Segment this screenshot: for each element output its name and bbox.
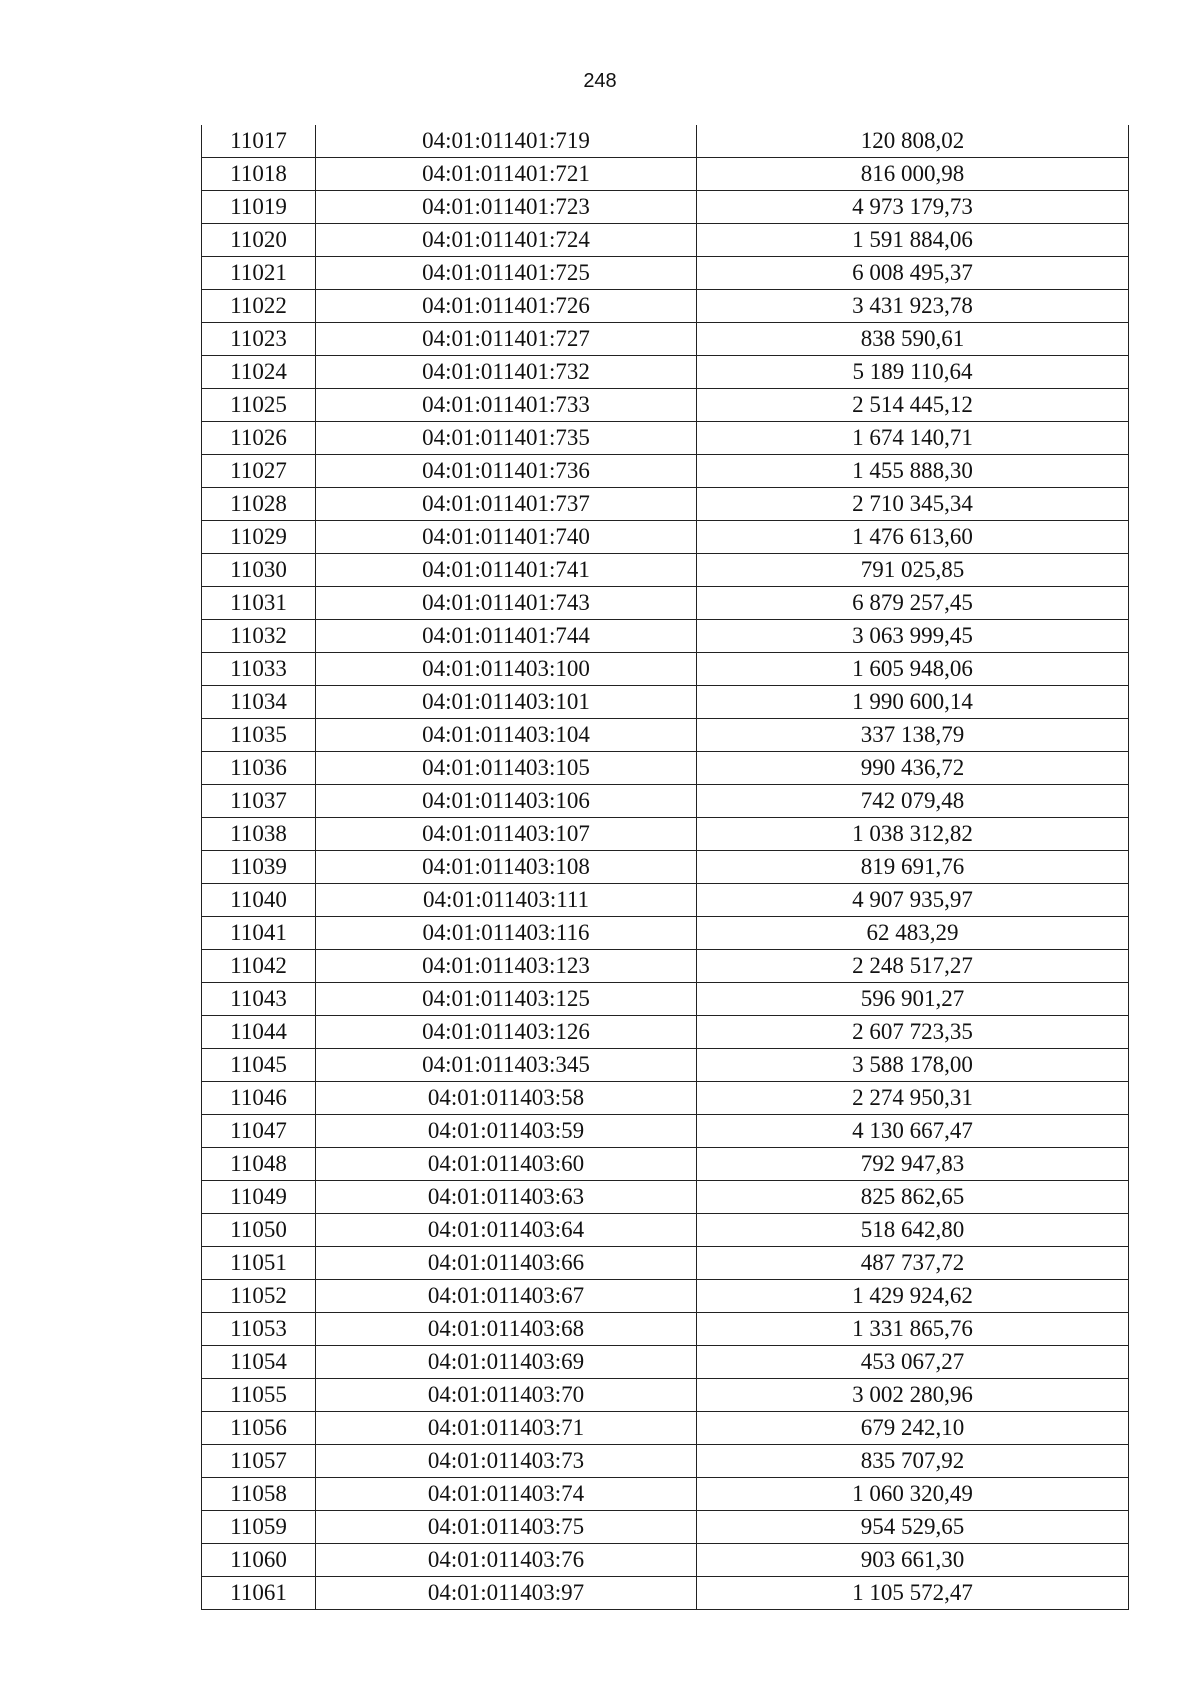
- row-number-cell: 11030: [202, 554, 316, 587]
- cadastral-value-cell: 825 862,65: [697, 1181, 1129, 1214]
- cadastral-value-cell: 819 691,76: [697, 851, 1129, 884]
- cadastral-number-cell: 04:01:011403:66: [316, 1247, 697, 1280]
- cadastral-value-cell: 3 588 178,00: [697, 1049, 1129, 1082]
- table-row: [202, 1379, 1129, 1412]
- row-number-cell: 11040: [202, 884, 316, 917]
- cadastral-number-cell: 04:01:011403:76: [316, 1544, 697, 1577]
- cadastral-value-cell: 838 590,61: [697, 323, 1129, 356]
- row-number-cell: 11036: [202, 752, 316, 785]
- page-number: 248: [583, 70, 617, 92]
- row-number-cell: 11020: [202, 224, 316, 257]
- cadastral-number-cell: 04:01:011403:75: [316, 1511, 697, 1544]
- row-number-cell: 11031: [202, 587, 316, 620]
- cadastral-number-cell: 04:01:011403:116: [316, 917, 697, 950]
- table-row: [202, 1412, 1129, 1445]
- table-row: [202, 1016, 1129, 1049]
- row-number-cell: 11055: [202, 1379, 316, 1412]
- cadastral-value-cell: 1 038 312,82: [697, 818, 1129, 851]
- cadastral-value-cell: 6 008 495,37: [697, 257, 1129, 290]
- table-row: [202, 1049, 1129, 1082]
- cadastral-value-cell: 679 242,10: [697, 1412, 1129, 1445]
- table-row: [202, 158, 1129, 191]
- row-number-cell: 11059: [202, 1511, 316, 1544]
- cadastral-value-cell: 2 607 723,35: [697, 1016, 1129, 1049]
- cadastral-value-cell: 1 455 888,30: [697, 455, 1129, 488]
- table-row: [202, 1280, 1129, 1313]
- cadastral-value-cell: 2 274 950,31: [697, 1082, 1129, 1115]
- row-number-cell: 11054: [202, 1346, 316, 1379]
- cadastral-value-cell: 1 674 140,71: [697, 422, 1129, 455]
- cadastral-value-cell: 596 901,27: [697, 983, 1129, 1016]
- cadastral-value-cell: 1 605 948,06: [697, 653, 1129, 686]
- cadastral-number-cell: 04:01:011401:725: [316, 257, 697, 290]
- cadastral-value-cell: 62 483,29: [697, 917, 1129, 950]
- cadastral-number-cell: 04:01:011401:740: [316, 521, 697, 554]
- cadastral-number-cell: 04:01:011401:727: [316, 323, 697, 356]
- cadastral-value-cell: 4 973 179,73: [697, 191, 1129, 224]
- table-row: [202, 1115, 1129, 1148]
- cadastral-number-cell: 04:01:011401:726: [316, 290, 697, 323]
- cadastral-number-cell: 04:01:011403:101: [316, 686, 697, 719]
- table-row: [202, 620, 1129, 653]
- cadastral-number-cell: 04:01:011401:724: [316, 224, 697, 257]
- cadastral-value-cell: 6 879 257,45: [697, 587, 1129, 620]
- row-number-cell: 11018: [202, 158, 316, 191]
- row-number-cell: 11053: [202, 1313, 316, 1346]
- table-row: [202, 950, 1129, 983]
- row-number-cell: 11060: [202, 1544, 316, 1577]
- row-number-cell: 11027: [202, 455, 316, 488]
- cadastral-number-cell: 04:01:011401:736: [316, 455, 697, 488]
- row-number-cell: 11042: [202, 950, 316, 983]
- table-row: [202, 290, 1129, 323]
- cadastral-number-cell: 04:01:011403:73: [316, 1445, 697, 1478]
- table-row: [202, 455, 1129, 488]
- table-row: [202, 389, 1129, 422]
- table-row: [202, 191, 1129, 224]
- cadastral-value-cell: 1 331 865,76: [697, 1313, 1129, 1346]
- cadastral-value-cell: 4 907 935,97: [697, 884, 1129, 917]
- cadastral-number-cell: 04:01:011401:721: [316, 158, 697, 191]
- cadastral-value-cell: 1 060 320,49: [697, 1478, 1129, 1511]
- cadastral-number-cell: 04:01:011401:744: [316, 620, 697, 653]
- row-number-cell: 11026: [202, 422, 316, 455]
- cadastral-value-cell: 792 947,83: [697, 1148, 1129, 1181]
- row-number-cell: 11038: [202, 818, 316, 851]
- row-number-cell: 11045: [202, 1049, 316, 1082]
- cadastral-number-cell: 04:01:011403:68: [316, 1313, 697, 1346]
- row-number-cell: 11025: [202, 389, 316, 422]
- table-row: [202, 1082, 1129, 1115]
- row-number-cell: 11039: [202, 851, 316, 884]
- row-number-cell: 11017: [202, 125, 316, 158]
- table-row: [202, 752, 1129, 785]
- table-row: [202, 1577, 1129, 1610]
- table-row: [202, 917, 1129, 950]
- table-row: [202, 587, 1129, 620]
- row-number-cell: 11058: [202, 1478, 316, 1511]
- table-row: [202, 851, 1129, 884]
- cadastral-value-cell: 5 189 110,64: [697, 356, 1129, 389]
- table-row: [202, 257, 1129, 290]
- cadastral-number-cell: 04:01:011403:108: [316, 851, 697, 884]
- cadastral-value-cell: 3 431 923,78: [697, 290, 1129, 323]
- cadastral-number-cell: 04:01:011403:74: [316, 1478, 697, 1511]
- cadastral-number-cell: 04:01:011403:104: [316, 719, 697, 752]
- cadastral-number-cell: 04:01:011401:735: [316, 422, 697, 455]
- row-number-cell: 11052: [202, 1280, 316, 1313]
- row-number-cell: 11019: [202, 191, 316, 224]
- table-row: [202, 323, 1129, 356]
- cadastral-number-cell: 04:01:011403:100: [316, 653, 697, 686]
- cadastral-value-cell: 518 642,80: [697, 1214, 1129, 1247]
- table-row: [202, 1247, 1129, 1280]
- cadastral-number-cell: 04:01:011403:59: [316, 1115, 697, 1148]
- row-number-cell: 11032: [202, 620, 316, 653]
- table-row: [202, 983, 1129, 1016]
- cadastral-number-cell: 04:01:011403:69: [316, 1346, 697, 1379]
- cadastral-number-cell: 04:01:011401:743: [316, 587, 697, 620]
- cadastral-value-cell: 120 808,02: [697, 125, 1129, 158]
- row-number-cell: 11061: [202, 1577, 316, 1610]
- row-number-cell: 11057: [202, 1445, 316, 1478]
- cadastral-value-cell: 816 000,98: [697, 158, 1129, 191]
- row-number-cell: 11023: [202, 323, 316, 356]
- table-row: [202, 356, 1129, 389]
- cadastral-value-cell: 1 591 884,06: [697, 224, 1129, 257]
- cadastral-number-cell: 04:01:011403:97: [316, 1577, 697, 1610]
- row-number-cell: 11028: [202, 488, 316, 521]
- cadastral-number-cell: 04:01:011401:733: [316, 389, 697, 422]
- table-row: [202, 1313, 1129, 1346]
- row-number-cell: 11024: [202, 356, 316, 389]
- table-row: [202, 554, 1129, 587]
- table-row: [202, 1511, 1129, 1544]
- cadastral-value-cell: 337 138,79: [697, 719, 1129, 752]
- cadastral-number-cell: 04:01:011401:737: [316, 488, 697, 521]
- table-row: [202, 1346, 1129, 1379]
- table-row: [202, 818, 1129, 851]
- cadastral-value-cell: 903 661,30: [697, 1544, 1129, 1577]
- cadastral-value-cell: 2 514 445,12: [697, 389, 1129, 422]
- cadastral-number-cell: 04:01:011403:106: [316, 785, 697, 818]
- cadastral-number-cell: 04:01:011401:719: [316, 125, 697, 158]
- cadastral-number-cell: 04:01:011403:63: [316, 1181, 697, 1214]
- cadastral-value-cell: 487 737,72: [697, 1247, 1129, 1280]
- cadastral-value-cell: 1 476 613,60: [697, 521, 1129, 554]
- row-number-cell: 11048: [202, 1148, 316, 1181]
- table-row: [202, 686, 1129, 719]
- row-number-cell: 11022: [202, 290, 316, 323]
- cadastral-value-cell: 835 707,92: [697, 1445, 1129, 1478]
- table-row: [202, 719, 1129, 752]
- row-number-cell: 11046: [202, 1082, 316, 1115]
- cadastral-number-cell: 04:01:011403:71: [316, 1412, 697, 1445]
- table-row: [202, 521, 1129, 554]
- row-number-cell: 11029: [202, 521, 316, 554]
- cadastral-value-cell: 990 436,72: [697, 752, 1129, 785]
- row-number-cell: 11056: [202, 1412, 316, 1445]
- table-row: [202, 785, 1129, 818]
- cadastral-number-cell: 04:01:011403:123: [316, 950, 697, 983]
- cadastral-number-cell: 04:01:011403:125: [316, 983, 697, 1016]
- table-row: [202, 1544, 1129, 1577]
- table-row: [202, 1148, 1129, 1181]
- table-row: [202, 884, 1129, 917]
- row-number-cell: 11033: [202, 653, 316, 686]
- cadastral-number-cell: 04:01:011403:126: [316, 1016, 697, 1049]
- table-row: [202, 1181, 1129, 1214]
- cadastral-value-cell: 453 067,27: [697, 1346, 1129, 1379]
- cadastral-number-cell: 04:01:011403:107: [316, 818, 697, 851]
- cadastral-number-cell: 04:01:011403:58: [316, 1082, 697, 1115]
- cadastral-number-cell: 04:01:011401:723: [316, 191, 697, 224]
- table-row: [202, 1445, 1129, 1478]
- table-row: [202, 1214, 1129, 1247]
- table-row: [202, 488, 1129, 521]
- table-row: [202, 1478, 1129, 1511]
- row-number-cell: 11044: [202, 1016, 316, 1049]
- cadastral-value-cell: 2 248 517,27: [697, 950, 1129, 983]
- cadastral-value-cell: 3 063 999,45: [697, 620, 1129, 653]
- row-number-cell: 11041: [202, 917, 316, 950]
- cadastral-value-cell: 742 079,48: [697, 785, 1129, 818]
- cadastral-value-cell: 3 002 280,96: [697, 1379, 1129, 1412]
- cadastral-value-cell: 791 025,85: [697, 554, 1129, 587]
- row-number-cell: 11049: [202, 1181, 316, 1214]
- cadastral-number-cell: 04:01:011403:70: [316, 1379, 697, 1412]
- cadastral-number-cell: 04:01:011403:64: [316, 1214, 697, 1247]
- cadastral-value-cell: 2 710 345,34: [697, 488, 1129, 521]
- row-number-cell: 11021: [202, 257, 316, 290]
- cadastral-number-cell: 04:01:011403:345: [316, 1049, 697, 1082]
- cadastral-value-cell: 4 130 667,47: [697, 1115, 1129, 1148]
- cadastral-number-cell: 04:01:011403:67: [316, 1280, 697, 1313]
- table-row: [202, 422, 1129, 455]
- table-row: [202, 653, 1129, 686]
- row-number-cell: 11034: [202, 686, 316, 719]
- cadastral-number-cell: 04:01:011403:60: [316, 1148, 697, 1181]
- cadastral-value-table: [201, 125, 1129, 1610]
- cadastral-number-cell: 04:01:011401:732: [316, 356, 697, 389]
- cadastral-number-cell: 04:01:011403:111: [316, 884, 697, 917]
- row-number-cell: 11047: [202, 1115, 316, 1148]
- row-number-cell: 11051: [202, 1247, 316, 1280]
- table-row: [202, 224, 1129, 257]
- row-number-cell: 11035: [202, 719, 316, 752]
- cadastral-number-cell: 04:01:011403:105: [316, 752, 697, 785]
- row-number-cell: 11043: [202, 983, 316, 1016]
- row-number-cell: 11050: [202, 1214, 316, 1247]
- cadastral-number-cell: 04:01:011401:741: [316, 554, 697, 587]
- cadastral-value-cell: 1 429 924,62: [697, 1280, 1129, 1313]
- cadastral-value-cell: 1 105 572,47: [697, 1577, 1129, 1610]
- cadastral-value-cell: 1 990 600,14: [697, 686, 1129, 719]
- row-number-cell: 11037: [202, 785, 316, 818]
- cadastral-value-cell: 954 529,65: [697, 1511, 1129, 1544]
- table-body: [202, 125, 1129, 1610]
- table-row: [202, 125, 1129, 158]
